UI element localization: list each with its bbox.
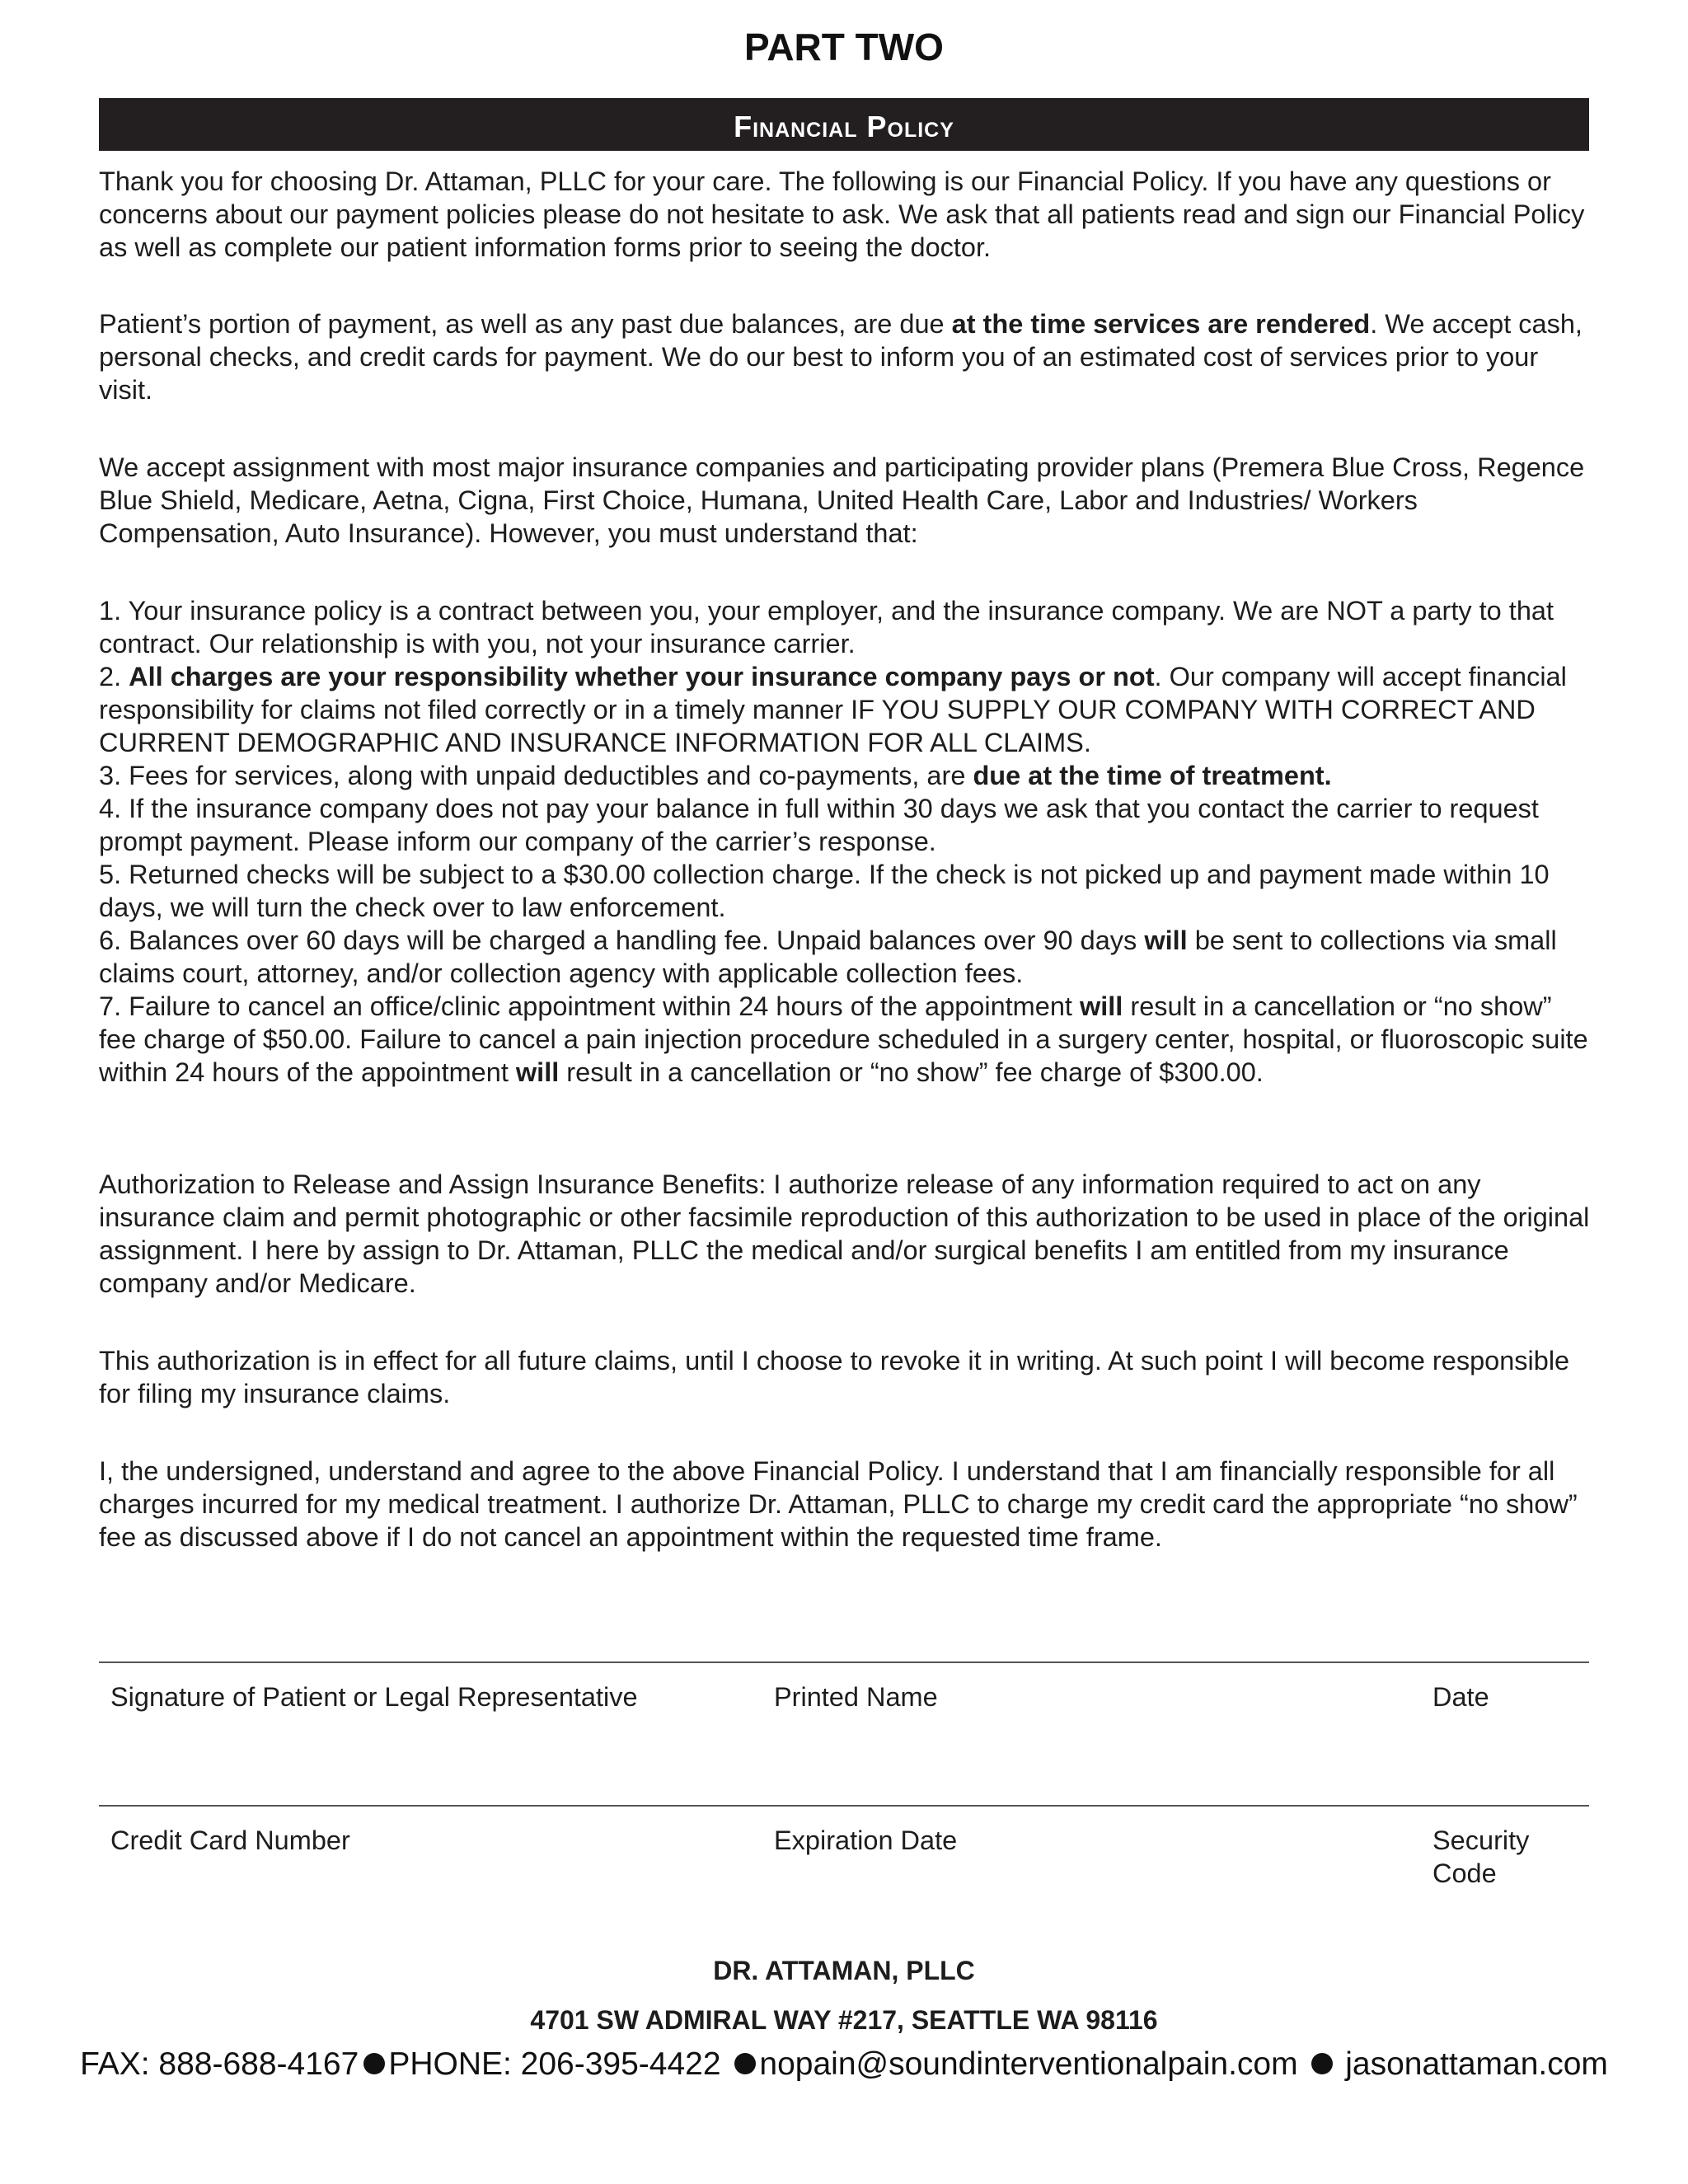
signature-label: Signature of Patient or Legal Representative <box>110 1682 638 1712</box>
list-item-2-num: 2. <box>99 662 129 691</box>
bullet-dot-icon <box>363 2053 385 2074</box>
list-item-5: 5. Returned checks will be subject to a $30.00 collection charge. If the check is not picked up and payment made within 10 days, we will turn the check over to law enforcement. <box>99 860 1550 922</box>
list-item-6-a: 6. Balances over 60 days will be charged a handling fee. Unpaid balances over 90 days <box>99 926 1145 955</box>
footer-company: DR. ATTAMAN, PLLC <box>713 1956 975 1985</box>
agreement-paragraph <box>99 1455 1591 1554</box>
footer-contact <box>0 2046 1688 2083</box>
website-link[interactable]: jasonattaman.com <box>1336 2046 1608 2082</box>
phone-number: PHONE: 206-395-4422 <box>388 2046 730 2082</box>
list-item-7-b: result in a cancellation or “no show” fee charge of $50.00. Failure to cancel a pain injection procedure scheduled in a surgery center, hospital, or fluoroscopic suite within 24 hours of the appointment <box>99 991 1588 1087</box>
list-item-7-c: result in a cancellation or “no show” fee charge of $300.00. <box>559 1057 1264 1087</box>
expiration-label: Expiration Date <box>774 1825 958 1855</box>
list-item-1: 1. Your insurance policy is a contract between you, your employer, and the insurance company. We are NOT a party to that contract. Our relationship is with you, not your insurance carrier. <box>99 596 1554 658</box>
signature-line[interactable] <box>99 1661 1589 1663</box>
payment-text-a: Patient’s portion of payment, as well as any past due balances, are due <box>99 309 952 339</box>
authorization-paragraph <box>99 1168 1591 1300</box>
list-item-7 <box>99 990 1591 1089</box>
list-item-3 <box>99 759 1591 792</box>
list-item-6 <box>99 924 1591 990</box>
section-banner: Financial Policy <box>99 98 1589 151</box>
bullet-dot-icon <box>1311 2053 1333 2074</box>
insurance-text: We accept assignment with most major insurance companies and participating provider plans (Premera Blue Cross, Regence Blue Shield, Medicare, Aetna, Cigna, First Choice, Humana, United Health Care, Labor and Industries/ Workers Compensation, Auto Insurance). However, you must understand that: <box>99 452 1585 548</box>
card-number-label: Credit Card Number <box>110 1825 350 1855</box>
list-item-3-bold: due at the time of treatment. <box>973 761 1332 790</box>
policy-list <box>99 594 1591 1089</box>
payment-text <box>99 307 1591 406</box>
payment-paragraph <box>99 307 1591 406</box>
security-code-label <box>1432 1824 1529 1890</box>
payment-text-bold: at the time services are rendered <box>951 309 1371 339</box>
bullet-dot-icon <box>734 2053 756 2074</box>
list-item-7-bold-2: will <box>515 1057 560 1087</box>
email-link[interactable]: nopain@soundinterventionalpain.com <box>759 2046 1307 2082</box>
printed-name-label: Printed Name <box>774 1682 938 1712</box>
list-item-2 <box>99 660 1591 759</box>
revoke-text: This authorization is in effect for all future claims, until I choose to revoke it in writing. At such point I will become responsible for filing my insurance claims. <box>99 1346 1570 1408</box>
security-code-line-1: Security <box>1432 1825 1530 1855</box>
list-item-2-rest: . Our company will accept financial responsibility for claims not filed correctly or in a timely manner IF YOU SUPPLY OUR COMPANY WITH CORRECT AND CURRENT DEMOGRAPHIC AND INSURANCE INFORMATION FOR ALL CLAIMS. <box>99 662 1567 757</box>
date-label: Date <box>1432 1682 1489 1712</box>
page-title: PART TWO <box>744 26 944 68</box>
authorization-text: Authorization to Release and Assign Insurance Benefits: I authorize release of any information required to act on any insurance claim and permit photographic or other facsimile reproduction of this authorization to be used in place of the original assignment. I here by assign to Dr. Attaman, PLLC the medical and/or surgical benefits I am entitled from my insurance company and/or Medicare. <box>99 1169 1590 1298</box>
list-item-4: 4. If the insurance company does not pay your balance in full within 30 days we ask that you contact the carrier to request prompt payment. Please inform our company of the carrier’s response. <box>99 794 1539 856</box>
intro-paragraph <box>99 165 1591 264</box>
revoke-paragraph <box>99 1344 1591 1410</box>
list-item-7-a: 7. Failure to cancel an office/clinic appointment within 24 hours of the appointment <box>99 991 1080 1021</box>
list-item-2-bold: All charges are your responsibility whether your insurance company pays or not <box>129 662 1155 691</box>
intro-text: Thank you for choosing Dr. Attaman, PLLC for your care. The following is our Financial Policy. If you have any questions or concerns about our payment policies please do not hesitate to ask. We ask that all patients read and sign our Financial Policy as well as complete our patient information forms prior to seeing the doctor. <box>99 166 1585 262</box>
list-item-7-bold-1: will <box>1079 991 1123 1021</box>
payment-text-b: . We accept cash, personal checks, and credit cards for payment. We do our best to inform you of an estimated cost of services prior to your visit. <box>99 309 1582 405</box>
credit-card-line[interactable] <box>99 1805 1589 1807</box>
fax-number: FAX: 888-688-4167 <box>80 2046 359 2082</box>
insurance-paragraph <box>99 451 1591 550</box>
security-code-line-2: Code <box>1432 1858 1497 1888</box>
agreement-text: I, the undersigned, understand and agree to the above Financial Policy. I understand that I am financially responsible for all charges incurred for my medical treatment. I authorize Dr. Attaman, PLLC to charge my credit card the appropriate “no show” fee as discussed above if I do not cancel an appointment within the requested time frame. <box>99 1456 1578 1552</box>
list-item-6-bold: will <box>1144 926 1188 955</box>
list-item-6-b: be sent to collections via small claims court, attorney, and/or collection agency with applicable collection fees. <box>99 926 1557 988</box>
footer-address: 4701 SW ADMIRAL WAY #217, SEATTLE WA 98116 <box>530 2005 1158 2035</box>
list-item-3-text: 3. Fees for services, along with unpaid deductibles and co-payments, are <box>99 761 973 790</box>
